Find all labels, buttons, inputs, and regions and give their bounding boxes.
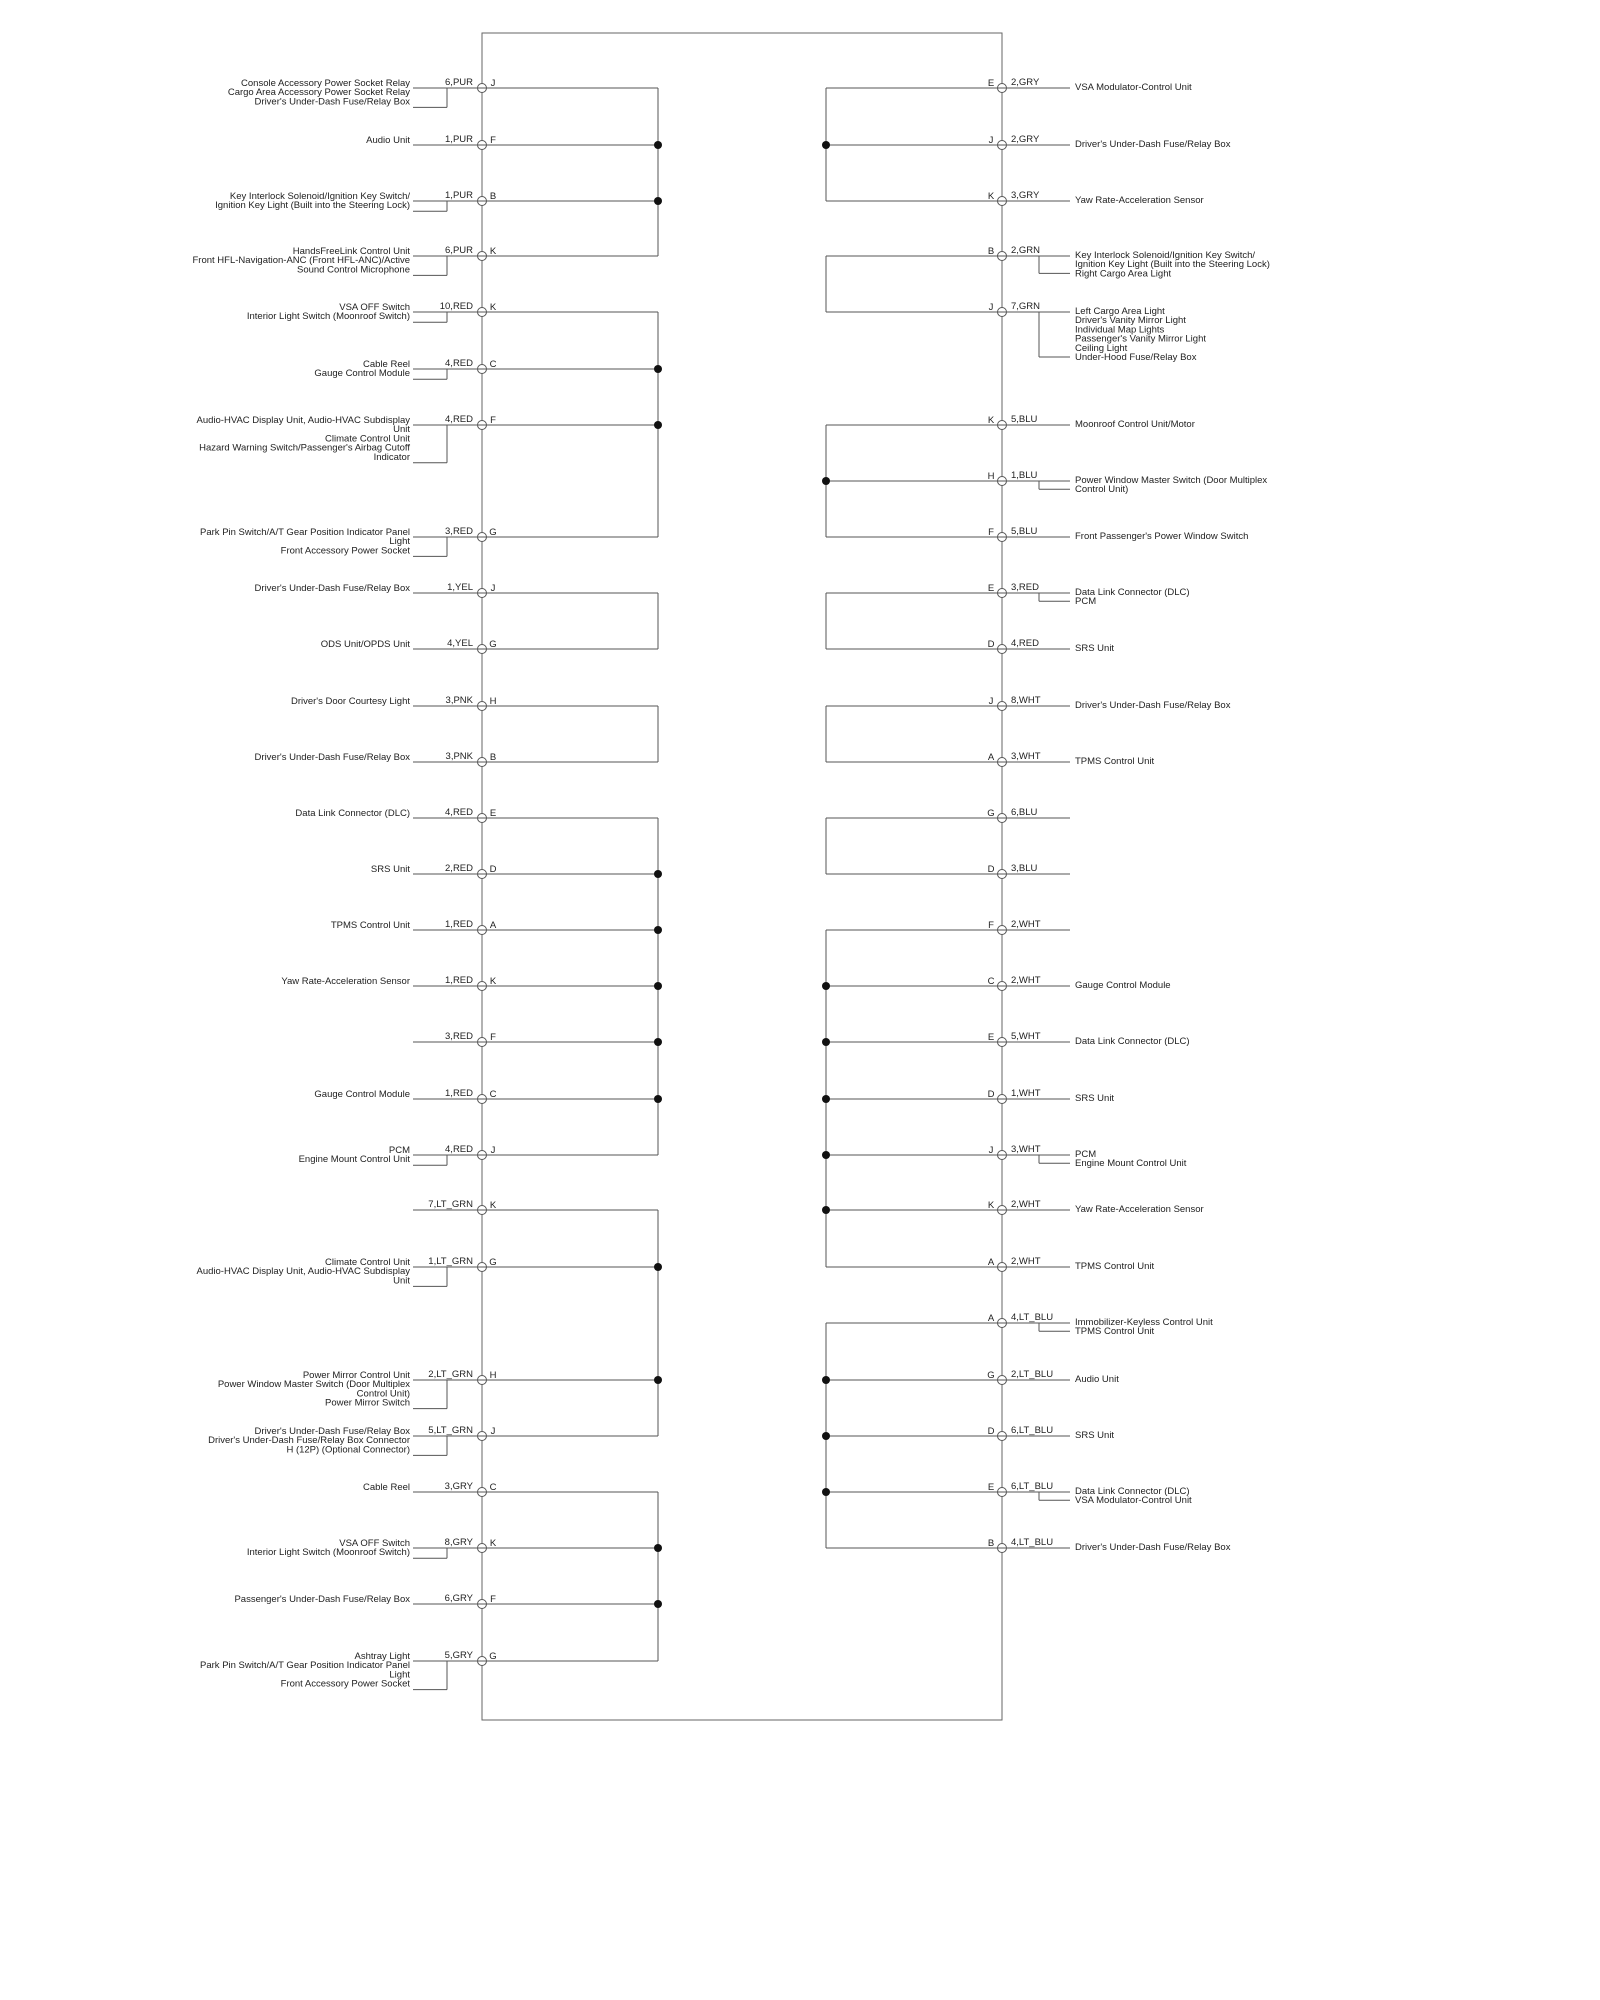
component-label: Console Accessory Power Socket Relay	[241, 78, 410, 89]
component-label: Power Window Master Switch (Door Multiplex	[1075, 475, 1268, 486]
splice-group	[826, 582, 1190, 654]
splice-dot	[654, 421, 662, 429]
splice-dot	[822, 982, 830, 990]
connector-pin-row	[255, 582, 658, 598]
pin-letter: G	[489, 1651, 497, 1662]
connector-pin-row	[826, 1312, 1213, 1337]
component-label: Indicator	[373, 451, 410, 463]
connector-pin-row	[247, 301, 658, 322]
splice-dot	[654, 1038, 662, 1046]
component-label: Driver's Under-Dash Fuse/Relay Box	[254, 1426, 410, 1437]
component-label: Right Cargo Area Light	[1075, 268, 1172, 280]
connector-pin-row	[197, 1256, 663, 1286]
splice-group	[826, 245, 1270, 363]
wire-code: 5,BLU	[1011, 526, 1038, 537]
wire-code: 4,RED	[445, 358, 473, 369]
wire-code: 1,PUR	[445, 190, 473, 201]
component-label: Sound Control Microphone	[296, 264, 410, 276]
component-label: Light	[389, 536, 410, 548]
component-label: Park Pin Switch/A/T Gear Position Indicator Panel	[200, 1660, 410, 1672]
pin-letter: G	[489, 1257, 497, 1268]
component-label: H (12P) (Optional Connector)	[286, 1444, 410, 1456]
component-label: Ceiling Light	[1075, 342, 1128, 354]
splice-group	[281, 807, 662, 1165]
pin-letter: K	[489, 1200, 497, 1211]
component-label: Ignition Key Light (Built into the Steering Lock)	[215, 200, 410, 212]
pin-letter: A	[987, 752, 995, 763]
connector-pin-row	[413, 1031, 662, 1047]
component-label: Audio-HVAC Display Unit, Audio-HVAC Subdisplay	[196, 415, 410, 426]
component-label: Ashtray Light	[354, 1651, 410, 1662]
pin-letter: A	[987, 1257, 995, 1268]
connector-pin-row	[822, 1144, 1187, 1169]
connector-pin-row	[822, 1481, 1192, 1506]
component-label: Yaw Rate-Acceleration Sensor	[1075, 195, 1204, 206]
component-label: Gauge Control Module	[314, 1089, 410, 1100]
splice-dot	[822, 1095, 830, 1103]
connector-pin-row	[826, 1256, 1155, 1272]
connector-pin-row	[363, 1481, 658, 1497]
pin-letter: K	[987, 1200, 995, 1211]
connector-pin-row	[822, 975, 1171, 991]
component-label: Front Passenger's Power Window Switch	[1075, 531, 1249, 542]
connector-pin-row	[826, 582, 1190, 607]
component-label: VSA OFF Switch	[339, 1538, 410, 1549]
component-label: Hazard Warning Switch/Passenger's Airbag Cutoff	[199, 442, 410, 454]
connector-pin-row	[291, 695, 658, 711]
splice-group	[822, 919, 1204, 1272]
component-label: Gauge Control Module	[314, 368, 410, 380]
pin-letter: F	[490, 135, 496, 146]
splice-dot	[654, 982, 662, 990]
pin-letter: H	[489, 1370, 497, 1381]
wire-code: 4,RED	[1011, 638, 1039, 649]
component-label: Driver's Under-Dash Fuse/Relay Box Connector	[208, 1435, 410, 1447]
connector-pin-row	[234, 1593, 662, 1609]
component-label: Power Mirror Switch	[325, 1397, 410, 1409]
splice-group	[255, 582, 658, 654]
component-label: Ignition Key Light (Built into the Steering Lock)	[1075, 259, 1270, 271]
component-label: TPMS Control Unit	[330, 920, 410, 931]
splice-dot	[654, 1376, 662, 1384]
connector-pin-row	[321, 638, 658, 654]
connector-pin-row	[822, 1088, 1114, 1104]
right-connector-side	[822, 77, 1270, 1553]
connector-pin-row	[822, 134, 1231, 150]
component-label: PCM	[388, 1145, 410, 1156]
pin-letter: B	[987, 1538, 995, 1549]
wire-code: 5,WHT	[1011, 1031, 1041, 1042]
connector-pin-row	[826, 863, 1070, 879]
wire-code: 2,WHT	[1011, 1256, 1041, 1267]
wire-code: 6,BLU	[1011, 807, 1038, 818]
wire-code: 5,LT_GRN	[428, 1425, 473, 1436]
pin-letter: D	[489, 864, 497, 875]
connector-pin-row	[826, 245, 1270, 279]
component-label: Engine Mount Control Unit	[298, 1154, 410, 1166]
splice-dot	[822, 1376, 830, 1384]
component-label: Audio Unit	[1075, 1374, 1119, 1385]
pin-letter: J	[490, 78, 496, 89]
component-label: TPMS Control Unit	[1075, 1326, 1155, 1338]
connector-pin-row	[371, 863, 662, 879]
pin-letter: C	[489, 1482, 497, 1493]
component-label: Key Interlock Solenoid/Ignition Key Switch/	[1075, 250, 1256, 261]
splice-group	[822, 77, 1231, 206]
pin-letter: C	[489, 1089, 497, 1100]
wire-code: 3,WHT	[1011, 1144, 1041, 1155]
splice-dot	[654, 141, 662, 149]
component-label: Driver's Under-Dash Fuse/Relay Box	[254, 752, 410, 763]
component-label: HandsFreeLink Control Unit	[292, 246, 410, 257]
splice-group	[255, 695, 658, 767]
pin-letter: G	[489, 639, 497, 650]
component-label: Control Unit)	[1075, 484, 1129, 496]
component-label: Power Mirror Control Unit	[302, 1370, 410, 1381]
pin-letter: F	[490, 1594, 496, 1605]
component-label: Moonroof Control Unit/Motor	[1075, 419, 1195, 430]
wire-code: 7,LT_GRN	[428, 1199, 473, 1210]
connector-pin-row	[826, 77, 1192, 93]
wire-code: 2,WHT	[1011, 919, 1041, 930]
component-label: Climate Control Unit	[325, 433, 410, 445]
connector-block	[482, 33, 1002, 1720]
connector-pin-row	[314, 1088, 662, 1104]
pin-letter: J	[988, 135, 994, 146]
pin-letter: G	[987, 1370, 995, 1381]
connector-pin-row	[281, 975, 662, 991]
wire-code: 4,RED	[445, 1144, 473, 1155]
pin-letter: F	[988, 527, 994, 538]
connector-pin-row	[822, 470, 1267, 495]
pin-letter: D	[987, 1426, 995, 1437]
connector-pin-row	[218, 1369, 662, 1409]
wire-code: 1,RED	[445, 975, 473, 986]
connector-pin-row	[228, 77, 658, 107]
wire-code: 4,YEL	[447, 638, 473, 649]
component-label: Under-Hood Fuse/Relay Box	[1075, 352, 1197, 363]
wire-code: 1,BLU	[1011, 470, 1038, 481]
splice-group	[193, 77, 663, 275]
component-label: Driver's Under-Dash Fuse/Relay Box	[254, 96, 410, 108]
splice-group	[197, 301, 663, 556]
component-label: VSA OFF Switch	[339, 302, 410, 313]
wire-code: 3,GRY	[444, 1481, 473, 1492]
wire-code: 2,RED	[445, 863, 473, 874]
wire-code: 1,LT_GRN	[428, 1256, 473, 1267]
component-label: Unit	[393, 1275, 410, 1287]
wire-code: 6,PUR	[445, 245, 473, 256]
component-label: Key Interlock Solenoid/Ignition Key Switch/	[229, 191, 410, 202]
pin-letter: E	[987, 1482, 995, 1493]
splice-dot	[822, 477, 830, 485]
splice-group	[826, 807, 1070, 879]
connector-pin-row	[255, 751, 658, 767]
wire-code: 2,LT_BLU	[1011, 1369, 1054, 1380]
connector-pin-row	[193, 245, 659, 275]
splice-dot	[654, 1600, 662, 1608]
component-label: Yaw Rate-Acceleration Sensor	[281, 976, 410, 987]
component-label: SRS Unit	[1075, 643, 1115, 654]
wire-code: 2,LT_GRN	[428, 1369, 473, 1380]
component-label: Data Link Connector (DLC)	[1075, 1036, 1190, 1047]
component-label: Park Pin Switch/A/T Gear Position Indicator Panel	[200, 527, 410, 538]
component-label: Driver's Under-Dash Fuse/Relay Box	[1075, 700, 1231, 711]
splice-dot	[654, 197, 662, 205]
pin-letter: A	[987, 1313, 995, 1324]
splice-dot	[822, 1038, 830, 1046]
connector-pin-row	[299, 1144, 658, 1165]
wire-code: 3,RED	[445, 526, 473, 537]
connector-pin-row	[826, 638, 1114, 654]
component-label: Driver's Under-Dash Fuse/Relay Box	[1075, 139, 1231, 150]
wire-code: 8,GRY	[444, 1537, 473, 1548]
pin-letter: F	[490, 415, 496, 426]
connector-pin-row	[200, 1650, 658, 1690]
wire-code: 1,RED	[445, 1088, 473, 1099]
pin-letter: K	[489, 246, 497, 257]
wire-code: 6,LT_BLU	[1011, 1425, 1054, 1436]
wire-code: 2,GRN	[1011, 245, 1041, 256]
splice-dot	[822, 1432, 830, 1440]
pin-letter: B	[489, 191, 497, 202]
wire-code: 4,LT_BLU	[1011, 1312, 1054, 1323]
component-label: Data Link Connector (DLC)	[1075, 587, 1190, 598]
component-label: TPMS Control Unit	[1075, 756, 1155, 767]
wire-code: 2,GRY	[1011, 134, 1040, 145]
component-label: Front Accessory Power Socket	[280, 545, 410, 557]
component-label: Cable Reel	[363, 359, 410, 370]
pin-letter: G	[987, 808, 995, 819]
wire-code: 1,YEL	[447, 582, 473, 593]
splice-dot	[822, 1151, 830, 1159]
splice-dot	[654, 365, 662, 373]
pin-letter: A	[489, 920, 497, 931]
pin-letter: D	[987, 864, 995, 875]
splice-dot	[654, 926, 662, 934]
connector-pin-row	[822, 1031, 1190, 1047]
component-label: Driver's Under-Dash Fuse/Relay Box	[1075, 1542, 1231, 1553]
wire-code: 3,BLU	[1011, 863, 1038, 874]
pin-letter: F	[988, 920, 994, 931]
connector-pin-row	[826, 1537, 1231, 1553]
pin-letter: D	[987, 639, 995, 650]
pin-letter: J	[988, 696, 994, 707]
left-connector-side	[193, 77, 663, 1690]
component-label: Power Window Master Switch (Door Multiplex	[217, 1379, 410, 1391]
component-label: Immobilizer-Keyless Control Unit	[1075, 1317, 1213, 1328]
splice-group	[197, 1199, 663, 1455]
wire-code: 3,PNK	[445, 695, 473, 706]
pin-letter: E	[489, 808, 497, 819]
splice-group	[826, 695, 1231, 767]
pin-letter: J	[490, 583, 496, 594]
pin-letter: K	[987, 415, 995, 426]
component-label: Cargo Area Accessory Power Socket Relay	[227, 87, 410, 99]
connector-pin-row	[413, 1199, 658, 1215]
splice-dot	[654, 1263, 662, 1271]
wire-code: 2,WHT	[1011, 975, 1041, 986]
connector-pin-row	[295, 807, 658, 823]
component-label: Data Link Connector (DLC)	[295, 808, 410, 819]
splice-dot	[822, 141, 830, 149]
component-label: Interior Light Switch (Moonroof Switch)	[246, 1547, 410, 1559]
component-label: Driver's Vanity Mirror Light	[1075, 315, 1186, 327]
component-label: VSA Modulator-Control Unit	[1075, 1495, 1192, 1507]
component-label: Audio Unit	[366, 135, 410, 146]
pin-letter: J	[988, 302, 994, 313]
wire-code: 2,WHT	[1011, 1199, 1041, 1210]
splice-dot	[822, 1206, 830, 1214]
wire-code: 3,RED	[1011, 582, 1039, 593]
wire-code: 3,RED	[445, 1031, 473, 1042]
wire-code: 7,GRN	[1011, 301, 1041, 312]
pin-letter: D	[987, 1089, 995, 1100]
splice-dot	[654, 1095, 662, 1103]
component-label: SRS Unit	[1075, 1093, 1115, 1104]
wire-code: 3,GRY	[1011, 190, 1040, 201]
pin-letter: E	[987, 583, 995, 594]
wire-code: 10,RED	[439, 301, 473, 312]
component-label: Control Unit)	[356, 1388, 410, 1400]
wire-code: 2,GRY	[1011, 77, 1040, 88]
connector-pin-row	[314, 358, 662, 379]
component-label: Left Cargo Area Light	[1075, 306, 1165, 317]
component-label: Interior Light Switch (Moonroof Switch)	[246, 311, 410, 323]
connector-pin-row	[826, 301, 1206, 363]
component-label: Cable Reel	[363, 1482, 410, 1493]
connector-pin-row	[822, 1425, 1114, 1441]
connector-pin-row	[247, 1537, 662, 1558]
component-label: Passenger's Under-Dash Fuse/Relay Box	[234, 1594, 410, 1605]
wire-code: 3,PNK	[445, 751, 473, 762]
component-label: Passenger's Vanity Mirror Light	[1075, 333, 1206, 345]
component-label: Driver's Under-Dash Fuse/Relay Box	[254, 583, 410, 594]
splice-group	[200, 1481, 662, 1690]
pin-letter: E	[987, 78, 995, 89]
wire-code: 5,GRY	[444, 1650, 473, 1661]
connector-pin-row	[826, 526, 1248, 542]
pin-letter: C	[987, 976, 995, 987]
pin-letter: C	[489, 359, 497, 370]
splice-group	[822, 414, 1267, 542]
connector-pin-row	[822, 1369, 1119, 1385]
pin-letter: J	[490, 1426, 496, 1437]
wire-code: 6,PUR	[445, 77, 473, 88]
component-label: Engine Mount Control Unit	[1075, 1158, 1187, 1170]
wire-code: 4,RED	[445, 414, 473, 425]
wire-code: 8,WHT	[1011, 695, 1041, 706]
connector-pin-row	[200, 526, 658, 556]
pin-letter: F	[490, 1032, 496, 1043]
component-label: SRS Unit	[1075, 1430, 1115, 1441]
component-label: Light	[389, 1669, 410, 1681]
component-label: Front Accessory Power Socket	[280, 1678, 410, 1690]
pin-letter: K	[987, 191, 995, 202]
pin-letter: J	[988, 1145, 994, 1156]
connector-pin-row	[826, 919, 1070, 935]
component-label: TPMS Control Unit	[1075, 1261, 1155, 1272]
component-label: PCM	[1075, 596, 1097, 608]
wire-code: 5,BLU	[1011, 414, 1038, 425]
wire-code: 6,LT_BLU	[1011, 1481, 1054, 1492]
component-label: ODS Unit/OPDS Unit	[320, 639, 410, 650]
component-label: VSA Modulator-Control Unit	[1075, 82, 1192, 93]
pin-letter: K	[489, 302, 497, 313]
connector-pin-row	[826, 695, 1231, 711]
pin-letter: B	[987, 246, 995, 257]
connector-pin-row	[826, 190, 1204, 206]
component-label: Data Link Connector (DLC)	[1075, 1486, 1190, 1497]
pin-letter: K	[489, 1538, 497, 1549]
splice-dot	[654, 1544, 662, 1552]
component-label: Climate Control Unit	[325, 1257, 410, 1268]
connector-pin-row	[208, 1425, 658, 1455]
component-label: Yaw Rate-Acceleration Sensor	[1075, 1204, 1204, 1215]
splice-dot	[822, 1488, 830, 1496]
pin-letter: G	[489, 527, 497, 538]
pin-letter: H	[489, 696, 497, 707]
wire-code: 3,WHT	[1011, 751, 1041, 762]
connector-pin-row	[197, 414, 663, 463]
connector-pin-row	[331, 919, 662, 935]
splice-dot	[654, 870, 662, 878]
pin-letter: H	[987, 471, 995, 482]
component-label: Gauge Control Module	[1075, 980, 1171, 991]
component-label: Unit	[393, 424, 410, 436]
wire-code: 4,LT_BLU	[1011, 1537, 1054, 1548]
wire-code: 1,RED	[445, 919, 473, 930]
splice-group	[822, 1312, 1231, 1553]
pin-letter: B	[489, 752, 497, 763]
connector-pin-row	[822, 1199, 1204, 1215]
pin-letter: E	[987, 1032, 995, 1043]
component-label: Driver's Door Courtesy Light	[290, 696, 410, 707]
wire-code: 6,GRY	[444, 1593, 473, 1604]
connector-pin-row	[826, 807, 1070, 823]
connector-pin-row	[826, 751, 1155, 767]
connector-pin-row	[215, 190, 662, 211]
wire-code: 4,RED	[445, 807, 473, 818]
wire-code: 1,WHT	[1011, 1088, 1041, 1099]
pin-letter: K	[489, 976, 497, 987]
component-label: Individual Map Lights	[1075, 324, 1165, 336]
wire-code: 1,PUR	[445, 134, 473, 145]
connector-pin-row	[826, 414, 1195, 430]
component-label: Audio-HVAC Display Unit, Audio-HVAC Subdisplay	[196, 1266, 410, 1278]
component-label: Front HFL-Navigation-ANC (Front HFL-ANC)/Active	[192, 255, 410, 267]
component-label: SRS Unit	[370, 864, 410, 875]
component-label: PCM	[1075, 1149, 1097, 1160]
connector-pin-row	[366, 134, 662, 150]
pin-letter: J	[490, 1145, 496, 1156]
